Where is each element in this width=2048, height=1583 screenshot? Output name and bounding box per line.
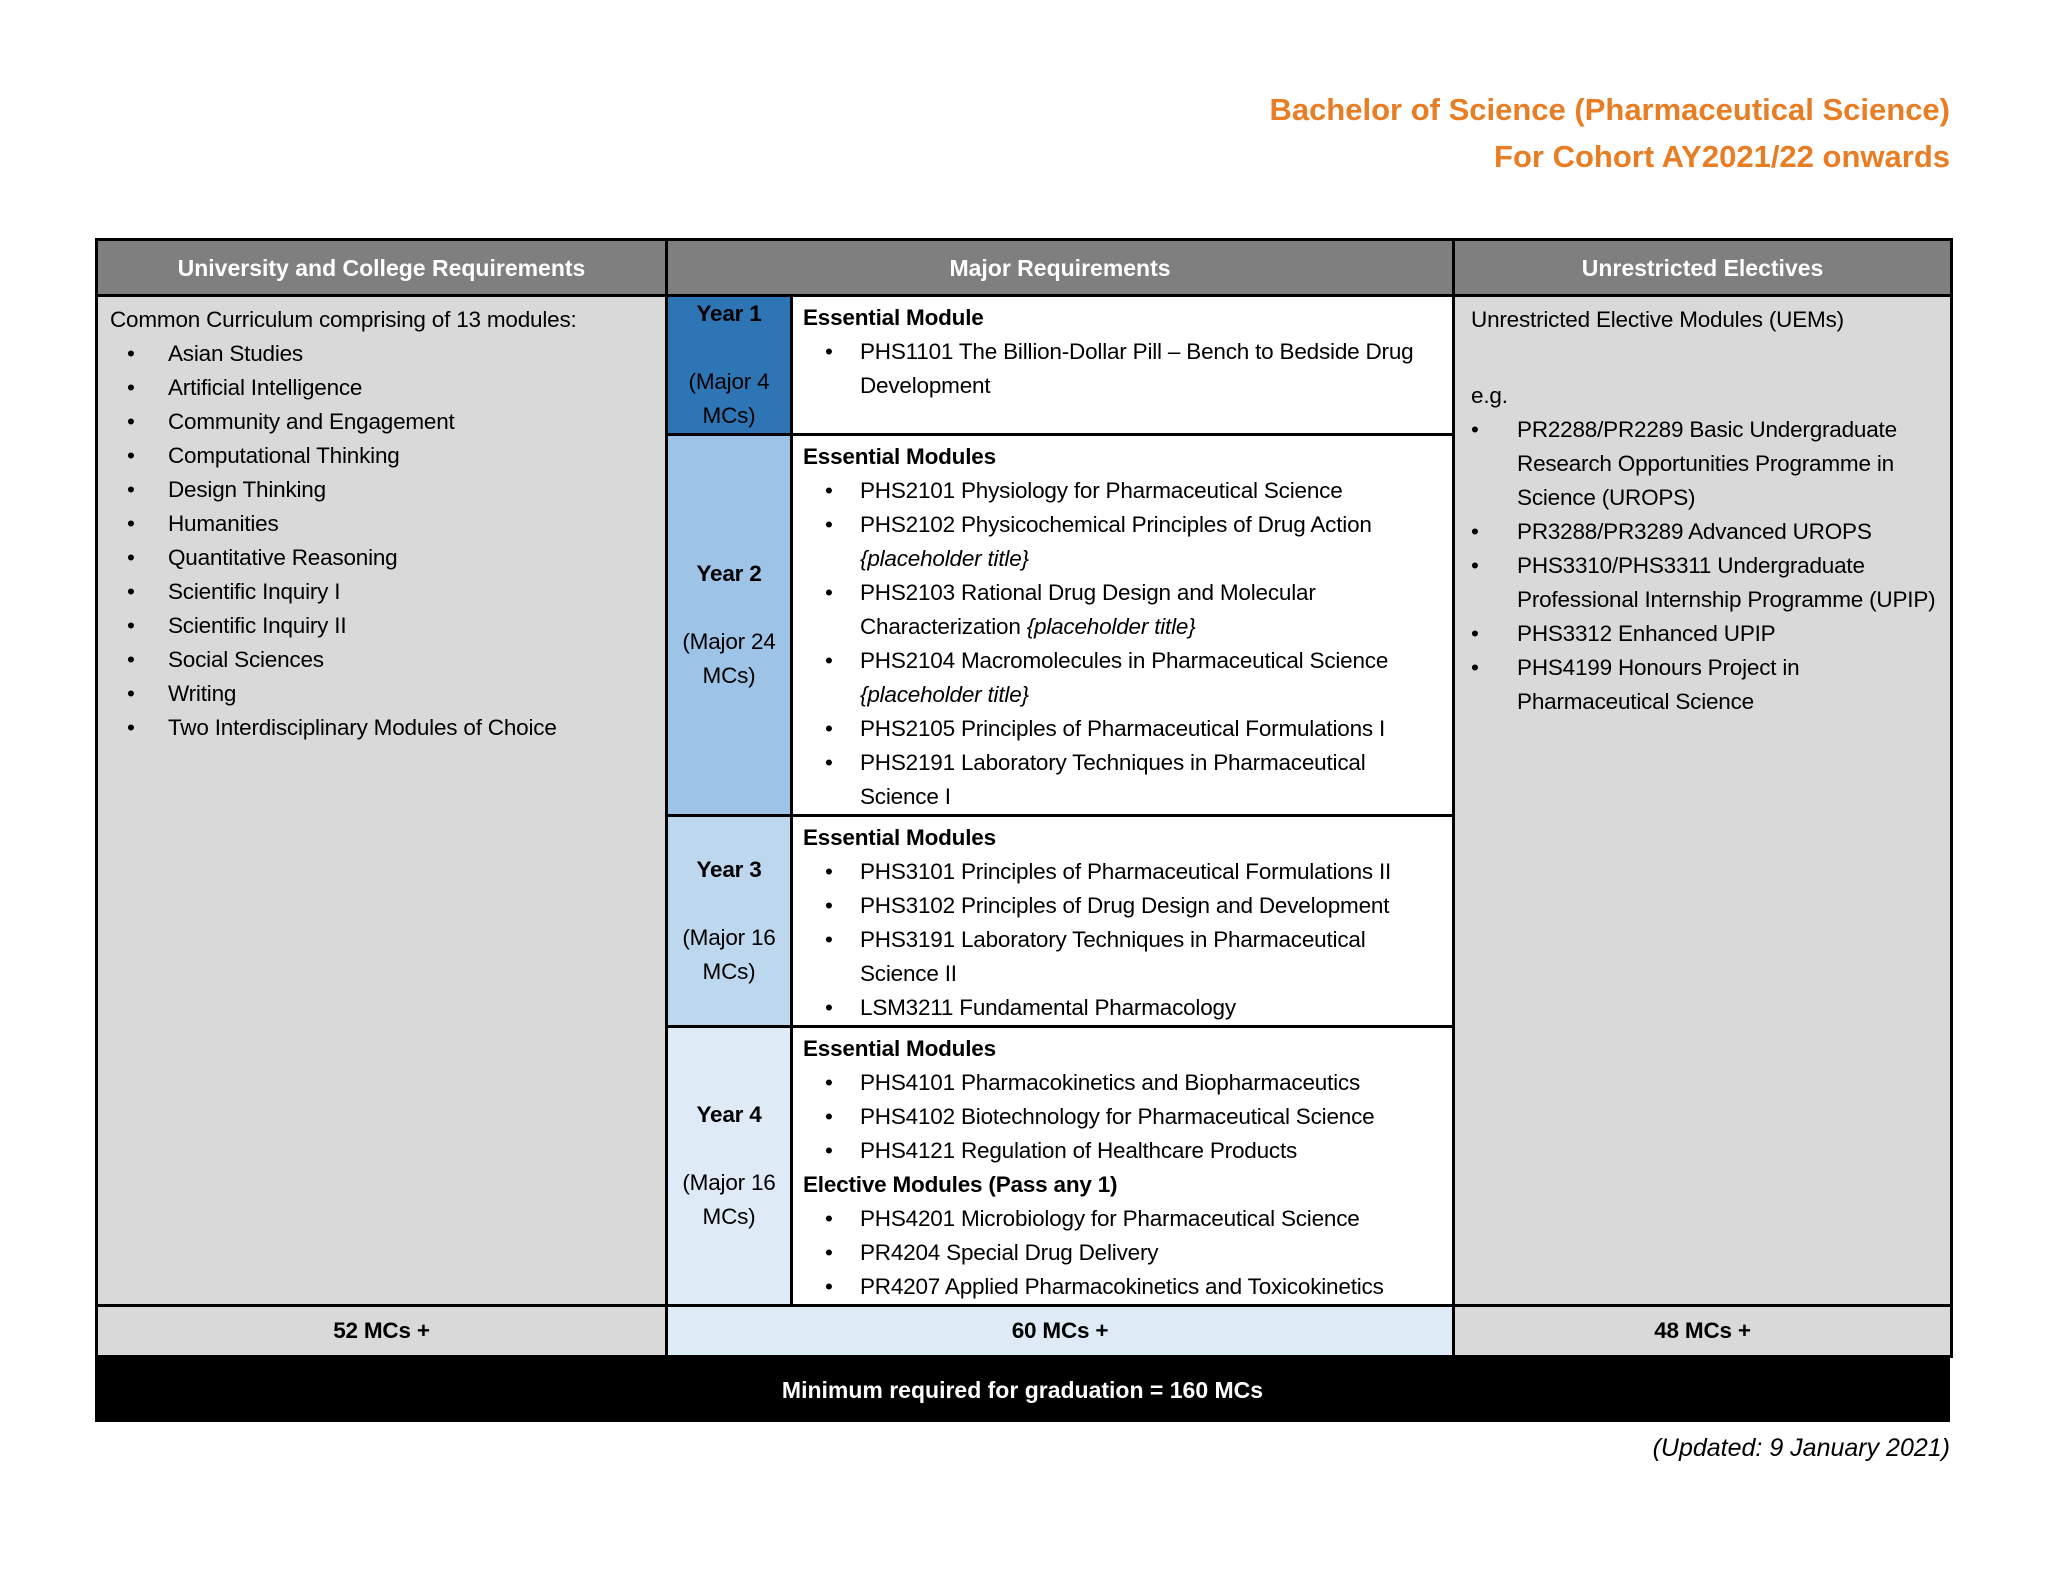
year-3-name: Year 3 [696,857,762,882]
curriculum-table [95,238,1953,1358]
module-item: • PHS2103 Rational Drug Design and Molecular Characterization {placeholder title} [803,576,1446,644]
module-item: • PHS2104 Macromolecules in Pharmaceutical Science {placeholder title} [803,644,1446,712]
year-4-mc: (Major 16 MCs) [682,1170,776,1229]
module-item: • LSM3211 Fundamental Pharmacology [803,991,1446,1025]
uem-intro: Unrestricted Elective Modules (UEMs) [1471,307,1844,332]
module-item: • PHS2101 Physiology for Pharmaceutical Science [803,474,1446,508]
list-item: • Computational Thinking [110,439,655,473]
total-university-mcs: 52 MCs + [97,1306,667,1357]
common-curriculum-list [110,337,655,745]
total-electives-mcs: 48 MCs + [1454,1306,1952,1357]
total-major-mcs: 60 MCs + [667,1306,1454,1357]
list-item: • Artificial Intelligence [110,371,655,405]
graduation-requirement-bar [95,1358,1950,1422]
year-3-label-cell [667,816,792,1027]
year-2-label-cell [667,435,792,816]
list-item: • PHS4199 Honours Project in Pharmaceutical Science [1471,651,1942,719]
module-item: • PR4204 Special Drug Delivery [803,1236,1446,1270]
module-group-heading: Essential Modules [803,825,996,850]
list-item: • Humanities [110,507,655,541]
year-2-modules-cell [792,435,1454,816]
uem-eg-label: e.g. [1471,383,1508,408]
module-item: • PHS2191 Laboratory Techniques in Pharmaceutical Science I [803,746,1446,814]
year-2-mc: (Major 24 MCs) [682,629,776,688]
module-item: • PHS2102 Physicochemical Principles of Drug Action {placeholder title} [803,508,1446,576]
module-list [803,474,1446,814]
module-item: • PHS4102 Biotechnology for Pharmaceutical Science [803,1100,1446,1134]
list-item: • Social Sciences [110,643,655,677]
title-line-2: For Cohort AY2021/22 onwards [1494,139,1950,174]
list-item: • PR2288/PR2289 Basic Undergraduate Research Opportunities Programme in Science (UROPS) [1471,413,1942,515]
list-item: • Scientific Inquiry I [110,575,655,609]
module-item: • PHS4101 Pharmacokinetics and Biopharmaceutics [803,1066,1446,1100]
module-list [803,1202,1446,1304]
updated-note: (Updated: 9 January 2021) [1652,1434,1950,1462]
module-group-heading: Essential Module [803,305,984,330]
module-item: • PR4207 Applied Pharmacokinetics and Toxicokinetics [803,1270,1446,1304]
list-item: • Community and Engagement [110,405,655,439]
title-line-1: Bachelor of Science (Pharmaceutical Science) [1269,92,1950,127]
module-group-heading: Elective Modules (Pass any 1) [803,1172,1118,1197]
year-1-row [97,296,1952,435]
table-header-row [97,240,1952,296]
list-item: • Quantitative Reasoning [110,541,655,575]
list-item: • Two Interdisciplinary Modules of Choice [110,711,655,745]
year-1-mc: (Major 4 MCs) [688,369,770,428]
graduation-requirement-text: Minimum required for graduation = 160 MCs [781,1376,1264,1403]
header-major-requirements: Major Requirements [667,240,1454,296]
module-group-heading: Essential Modules [803,1036,996,1061]
list-item: • PR3288/PR3289 Advanced UROPS [1471,515,1942,549]
year-1-name: Year 1 [696,301,762,326]
module-list [803,855,1446,1025]
year-4-name: Year 4 [696,1102,762,1127]
totals-row [97,1306,1952,1357]
document-title [0,0,2048,180]
module-item: • PHS3101 Principles of Pharmaceutical Formulations II [803,855,1446,889]
module-item: • PHS4201 Microbiology for Pharmaceutical Science [803,1202,1446,1236]
year-3-modules-cell [792,816,1454,1027]
module-item: • PHS1101 The Billion-Dollar Pill – Bench to Bedside Drug Development [803,335,1446,403]
year-2-name: Year 2 [696,561,762,586]
module-item: • PHS3102 Principles of Drug Design and Development [803,889,1446,923]
year-4-modules-cell [792,1027,1454,1306]
module-item: • PHS3191 Laboratory Techniques in Pharmaceutical Science II [803,923,1446,991]
common-curriculum-intro: Common Curriculum comprising of 13 modules: [110,307,577,332]
header-unrestricted-electives: Unrestricted Electives [1454,240,1952,296]
header-university-requirements: University and College Requirements [97,240,667,296]
module-group-heading: Essential Modules [803,444,996,469]
uem-list [1471,413,1942,719]
list-item: • Scientific Inquiry II [110,609,655,643]
module-list [803,335,1446,403]
list-item: • Writing [110,677,655,711]
module-item: • PHS2105 Principles of Pharmaceutical Formulations I [803,712,1446,746]
module-item: • PHS4121 Regulation of Healthcare Products [803,1134,1446,1168]
list-item: • PHS3310/PHS3311 Undergraduate Professional Internship Programme (UPIP) [1471,549,1942,617]
year-4-label-cell [667,1027,792,1306]
year-3-mc: (Major 16 MCs) [682,925,776,984]
year-1-label-cell [667,296,792,435]
list-item: • Design Thinking [110,473,655,507]
list-item: • PHS3312 Enhanced UPIP [1471,617,1942,651]
list-item: • Asian Studies [110,337,655,371]
unrestricted-electives-cell [1454,296,1952,1306]
module-list [803,1066,1446,1168]
year-1-modules-cell [792,296,1454,435]
university-requirements-cell [97,296,667,1306]
